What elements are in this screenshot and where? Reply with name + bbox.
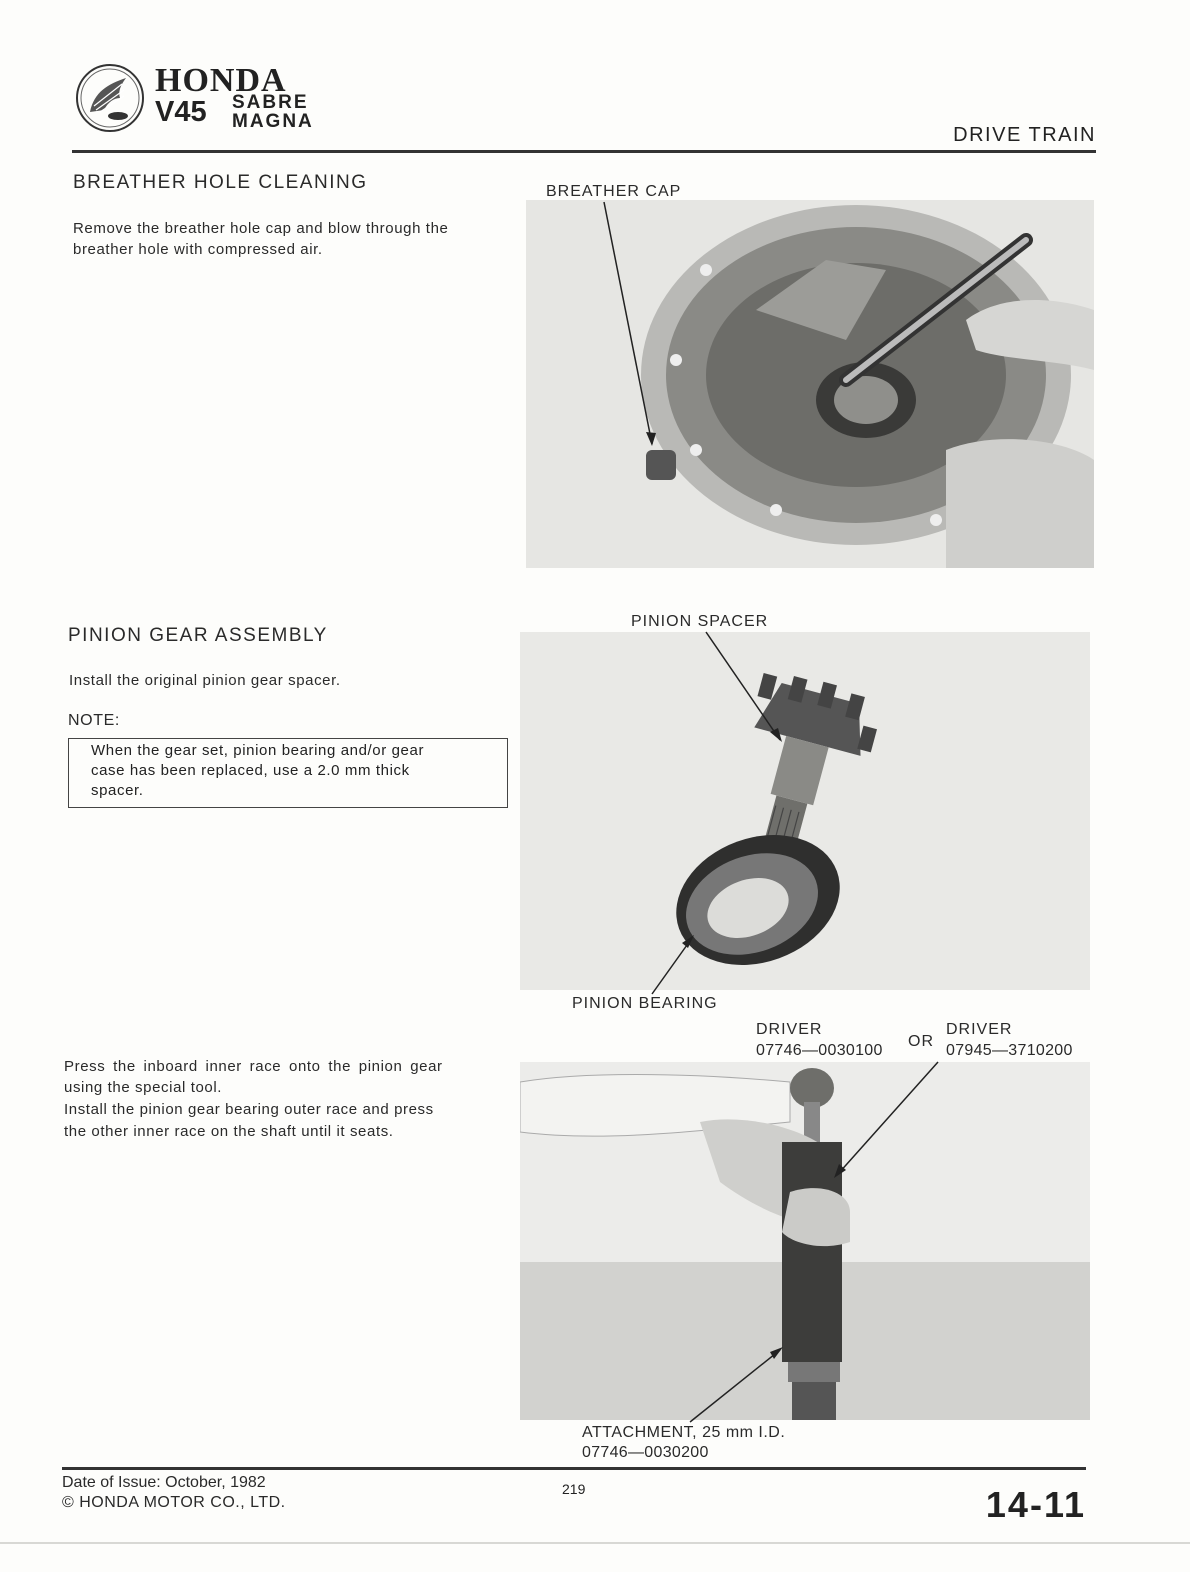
- issue-date: Date of Issue: October, 1982: [62, 1474, 266, 1491]
- driver-b-label: DRIVER: [946, 1021, 1013, 1038]
- bearing-leader-line: [648, 932, 698, 997]
- pinion-photo: [520, 632, 1090, 990]
- pinion-spacer-callout: PINION SPACER: [631, 613, 769, 630]
- variant-sabre: SABRE: [232, 92, 309, 113]
- header-rule: [72, 150, 1096, 153]
- breather-cap-callout: BREATHER CAP: [546, 183, 682, 200]
- driver-a-label: DRIVER: [756, 1021, 823, 1038]
- pinion-bearing-callout: PINION BEARING: [572, 995, 718, 1012]
- or-label: OR: [908, 1033, 934, 1050]
- attachment-part: 07746—0030200: [582, 1444, 709, 1461]
- honda-wing-logo: [74, 62, 146, 134]
- press-text-4: the other inner race on the shaft until it seats.: [64, 1123, 394, 1140]
- note-box: [68, 738, 508, 808]
- driver-photo: [520, 1062, 1090, 1420]
- note-label: NOTE:: [68, 712, 120, 729]
- footer-rule: [62, 1467, 1086, 1470]
- variant-magna: MAGNA: [232, 111, 314, 132]
- section-page-number: 14-11: [985, 1484, 1086, 1525]
- spacer-leader-line: [700, 630, 790, 745]
- breather-text-2: breather hole with compressed air.: [73, 241, 323, 258]
- attachment-leader-line: [686, 1344, 786, 1426]
- pinion-heading: PINION GEAR ASSEMBLY: [68, 625, 328, 646]
- breather-leader-line: [600, 200, 660, 450]
- model-name: V45: [155, 96, 207, 128]
- breather-text-1: Remove the breather hole cap and blow through the: [73, 220, 449, 237]
- press-text-1: Press the inboard inner race onto the pinion gear: [64, 1058, 443, 1075]
- copyright: © HONDA MOTOR CO., LTD.: [62, 1494, 286, 1511]
- press-text-2: using the special tool.: [64, 1079, 223, 1096]
- attachment-label: ATTACHMENT, 25 mm I.D.: [582, 1424, 786, 1441]
- bottom-edge-line: [0, 1542, 1190, 1544]
- driver-leader-line: [828, 1058, 943, 1182]
- press-text-3: Install the pinion gear bearing outer race and press: [64, 1101, 434, 1118]
- note-text-2: case has been replaced, use a 2.0 mm thick: [91, 762, 410, 779]
- pinion-instruction: Install the original pinion gear spacer.: [69, 672, 341, 689]
- section-title: DRIVE TRAIN: [953, 124, 1096, 146]
- page-number: 219: [562, 1481, 586, 1497]
- brand-name: HONDA: [155, 62, 287, 99]
- driver-b-part: 07945—3710200: [946, 1042, 1073, 1059]
- note-text-1: When the gear set, pinion bearing and/or gear: [91, 742, 425, 759]
- breather-heading: BREATHER HOLE CLEANING: [73, 172, 368, 193]
- note-text-3: spacer.: [91, 782, 144, 799]
- driver-a-part: 07746—0030100: [756, 1042, 883, 1059]
